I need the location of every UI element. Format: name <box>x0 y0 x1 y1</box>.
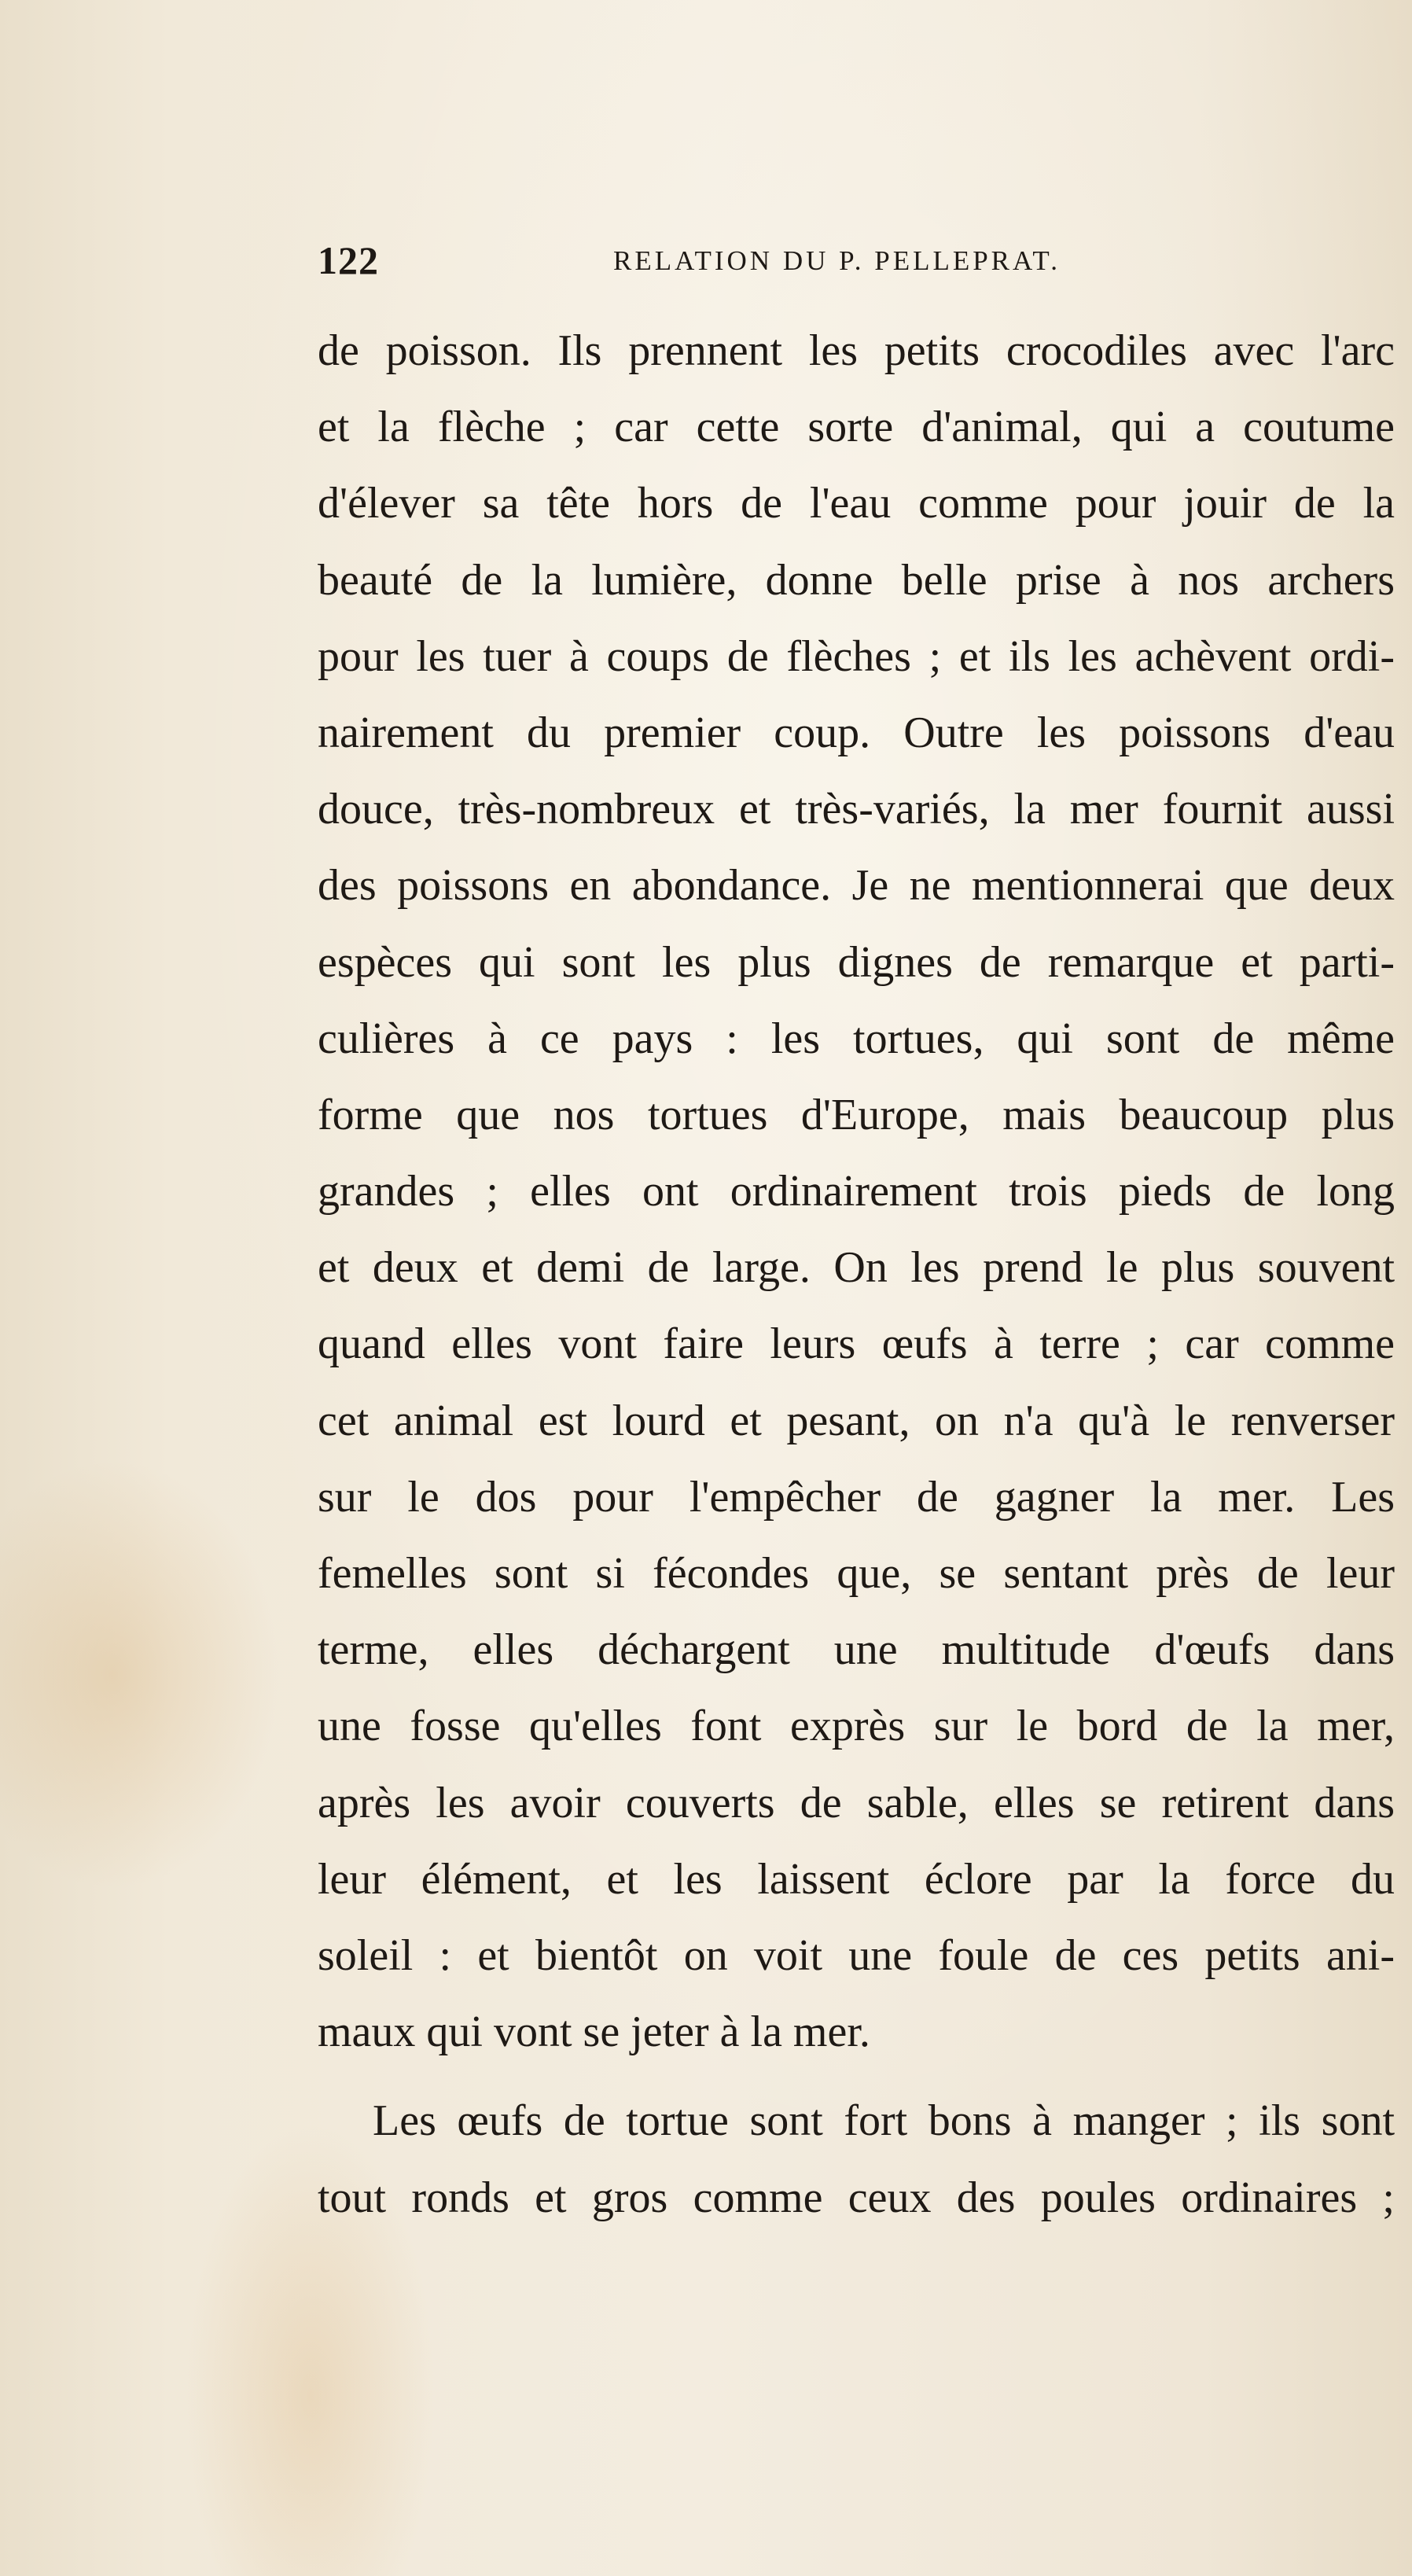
text-line: et la flèche ; car cette sorte d'animal, qui a coutume <box>318 403 1395 452</box>
text-line: grandes ; elles ont ordinairement trois pieds de long <box>318 1167 1395 1216</box>
paragraph-end-line: maux qui vont se jeter à la mer. <box>318 2007 870 2057</box>
text-line: espèces qui sont les plus dignes de remarque et parti- <box>318 937 1395 987</box>
running-head: RELATION DU P. PELLEPRAT. <box>613 245 1061 276</box>
page-header <box>318 237 1104 285</box>
paragraph-start-line: Les œufs de tortue sont fort bons à manger ; ils sont <box>373 2096 1395 2146</box>
text-line: culières à ce pays : les tortues, qui sont de même <box>318 1014 1395 1063</box>
text-line: pour les tuer à coups de flèches ; et ils les achèvent ordi- <box>318 631 1395 681</box>
text-line: de poisson. Ils prennent les petits crocodiles avec l'arc <box>318 326 1395 375</box>
text-line: après les avoir couverts de sable, elles se retirent dans <box>318 1778 1395 1827</box>
text-line: cet animal est lourd et pesant, on n'a qu'à le renverser <box>318 1396 1395 1445</box>
text-line: beauté de la lumière, donne belle prise à nos archers <box>318 555 1395 605</box>
text-line: leur élément, et les laissent éclore par la force du <box>318 1854 1395 1904</box>
text-line: forme que nos tortues d'Europe, mais beaucoup plus <box>318 1090 1395 1139</box>
text-line: femelles sont si fécondes que, se sentant près de leur <box>318 1549 1395 1598</box>
text-line: d'élever sa tête hors de l'eau comme pour jouir de la <box>318 479 1395 528</box>
page-number: 122 <box>318 238 379 282</box>
text-line: et deux et demi de large. On les prend le plus souvent <box>318 1243 1395 1293</box>
text-line: tout ronds et gros comme ceux des poules ordinaires ; <box>318 2173 1395 2222</box>
text-line: soleil : et bientôt on voit une foule de ces petits ani- <box>318 1930 1395 1980</box>
text-line: sur le dos pour l'empêcher de gagner la mer. Les <box>318 1472 1395 1522</box>
text-line: douce, très-nombreux et très-variés, la mer fournit aussi <box>318 785 1395 834</box>
text-line: nairement du premier coup. Outre les poissons d'eau <box>318 708 1395 757</box>
text-line: terme, elles déchargent une multitude d'œufs dans <box>318 1625 1395 1675</box>
body-text <box>318 313 1395 2236</box>
text-line: une fosse qu'elles font exprès sur le bord de la mer, <box>318 1702 1395 1751</box>
text-line: quand elles vont faire leurs œufs à terre ; car comme <box>318 1319 1395 1369</box>
text-line: des poissons en abondance. Je ne mentionnerai que deux <box>318 861 1395 911</box>
